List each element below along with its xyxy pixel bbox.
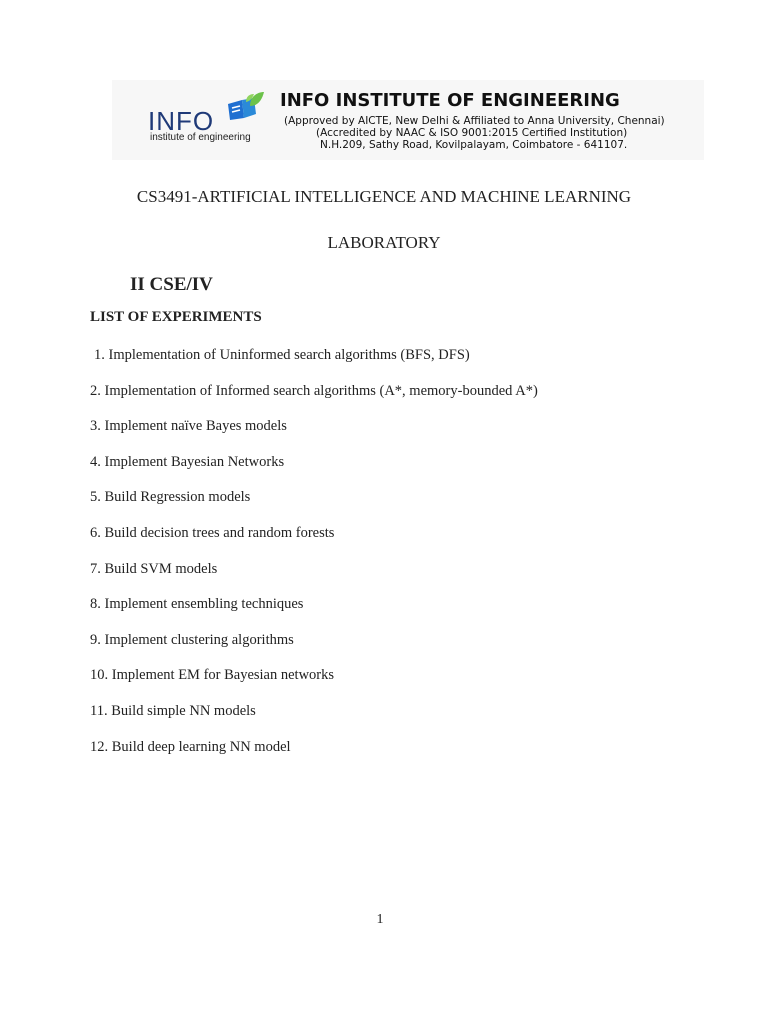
list-item: 2. Implementation of Informed search algorithms (A*, memory-bounded A*)	[90, 382, 538, 399]
course-title-line1: CS3491-ARTIFICIAL INTELLIGENCE AND MACHINE LEARNING	[136, 187, 632, 206]
experiment-list	[90, 345, 538, 772]
list-item: 1. Implementation of Uninformed search algorithms (BFS, DFS)	[94, 347, 470, 363]
class-label: II CSE/IV	[130, 274, 213, 295]
list-item: 3. Implement naïve Bayes models	[90, 418, 287, 435]
institute-name: INFO INSTITUTE OF ENGINEERING	[280, 90, 620, 111]
list-item: 5. Build Regression models	[90, 489, 251, 506]
logo-subtitle: institute of engineering	[150, 132, 251, 143]
list-item: 7. Build SVM models	[90, 560, 218, 577]
course-title	[0, 186, 768, 254]
list-item: 6. Build decision trees and random forests	[90, 524, 335, 541]
approval-line: (Approved by AICTE, New Delhi & Affiliated to Anna University, Chennai)	[284, 115, 665, 127]
list-item: 9. Implement clustering algorithms	[90, 631, 294, 648]
list-item: 12. Build deep learning NN model	[90, 738, 291, 755]
logo-wordmark: INFO	[148, 106, 215, 136]
book-leaf-icon	[224, 90, 266, 124]
list-item: 4. Implement Bayesian Networks	[90, 453, 285, 470]
page-number: 1	[376, 912, 384, 927]
list-item: 11. Build simple NN models	[90, 702, 256, 719]
accreditation-line: (Accredited by NAAC & ISO 9001:2015 Certified Institution)	[316, 127, 628, 139]
list-item: 10. Implement EM for Bayesian networks	[90, 667, 335, 684]
institute-header	[112, 80, 704, 160]
course-title-line2: LABORATORY	[327, 233, 441, 252]
list-item: 8. Implement ensembling techniques	[90, 596, 304, 613]
experiments-heading: LIST OF EXPERIMENTS	[90, 309, 262, 325]
address-line: N.H.209, Sathy Road, Kovilpalayam, Coimbatore - 641107.	[320, 139, 628, 151]
